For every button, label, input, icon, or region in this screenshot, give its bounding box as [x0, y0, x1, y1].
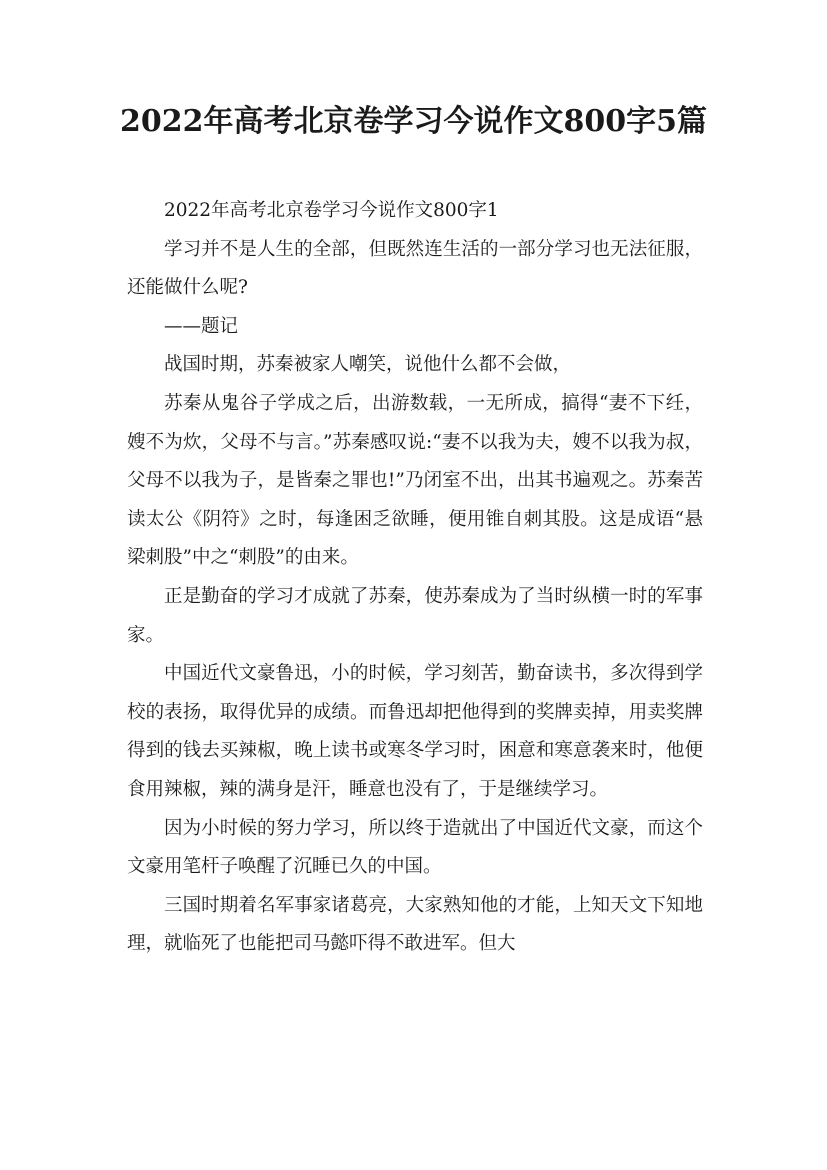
paragraph-su-qin-story: 苏秦从鬼谷子学成之后，出游数载，一无所成，搞得“妻不下纴，嫂不为炊，父母不与言。”苏秦感叹说:“妻不以我为夫，嫂不以我为叔，父母不以我为子，是皆秦之罪也!”乃闭室不出，出其书遍观之。苏秦苦读太公《阴符》之时，每逢困乏欲睡，便用锥自刺其股。这是成语“悬梁刺股”中之“刺股”的由来。 [127, 392, 703, 569]
paragraph-su-qin-conclusion: 正是勤奋的学习才成就了苏秦，使苏秦成为了当时纵横一时的军事家。 [127, 585, 703, 646]
paragraph-su-qin-intro: 战国时期，苏秦被家人嘲笑，说他什么都不会做， [164, 354, 572, 376]
document-title: 2022年高考北京卷学习今说作文800字5篇 [120, 104, 707, 139]
section-heading: 2022年高考北京卷学习今说作文800字1 [164, 200, 499, 221]
paragraph-lu-xun-story: 中国近代文豪鲁迅，小的时候，学习刻苦，勤奋读书，多次得到学校的表扬，取得优异的成绩。而鲁迅却把他得到的奖牌卖掉，用卖奖牌得到的钱去买辣椒，晚上读书或寒冬学习时，困意和寒意袭来时，他便食用辣椒，辣的满身是汗，睡意也没有了，于是继续学习。 [127, 663, 703, 800]
paragraph-epigraph-attribution: ——题记 [164, 315, 239, 337]
paragraph-epigraph: 学习并不是人生的全部，但既然连生活的一部分学习也无法征服，还能做什么呢? [127, 238, 703, 299]
paragraph-zhuge-liang: 三国时期着名军事家诸葛亮，大家熟知他的才能，上知天文下知地理，就临死了也能把司马懿吓得不敢进军。但大 [127, 894, 703, 955]
document-body [127, 192, 703, 964]
paragraph-lu-xun-conclusion: 因为小时候的努力学习，所以终于造就出了中国近代文豪，而这个文豪用笔杆子唤醒了沉睡已久的中国。 [127, 817, 703, 878]
